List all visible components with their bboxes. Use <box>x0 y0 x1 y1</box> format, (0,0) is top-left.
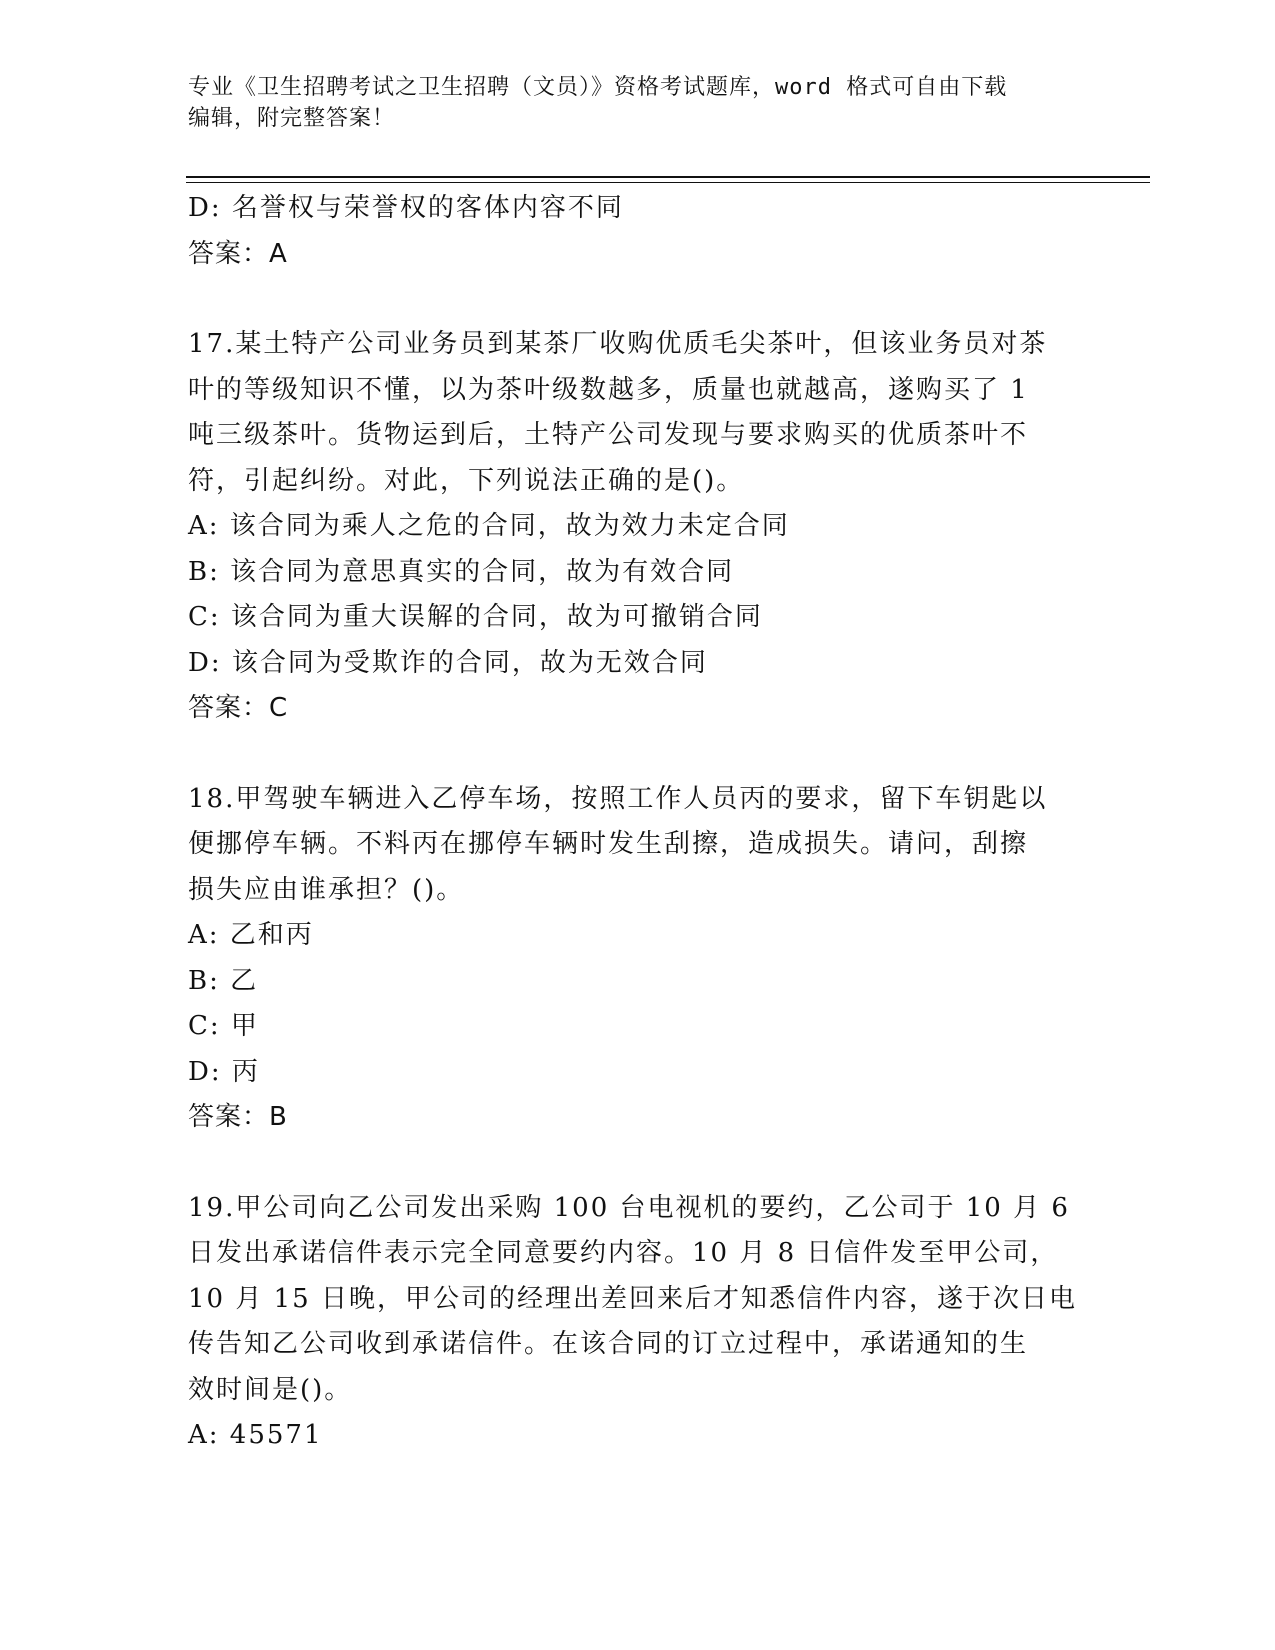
header-rule-thin <box>186 182 1150 183</box>
header-line-2: 编辑，附完整答案！ <box>188 106 396 131</box>
question-text-line: 19.甲公司向乙公司发出采购 100 台电视机的要约，乙公司于 10 月 6 <box>188 1192 1070 1223</box>
question-text-line: 10 月 15 日晚，甲公司的经理出差回来后才知悉信件内容，遂于次日电 <box>188 1283 1077 1314</box>
question-text-line: 效时间是()。 <box>188 1374 353 1405</box>
option-d: D: 名誉权与荣誉权的客体内容不同 <box>188 193 624 223</box>
question-17 <box>188 322 1088 732</box>
previous-question-tail <box>188 186 1088 277</box>
question-text-line: 17.某土特产公司业务员到某茶厂收购优质毛尖茶叶，但该业务员对茶 <box>188 329 1048 359</box>
option-c: C: 甲 <box>188 1011 259 1041</box>
question-19 <box>188 1186 1088 1459</box>
question-text-line: 损失应由谁承担？()。 <box>188 874 465 905</box>
option-d: D: 丙 <box>188 1056 260 1087</box>
option-a: A: 该合同为乘人之危的合同，故为效力未定合同 <box>188 511 790 541</box>
question-text-line: 叶的等级知识不懂，以为茶叶级数越多，质量也就越高，遂购买了 1 <box>188 374 1029 405</box>
question-text-line: 便挪停车辆。不料丙在挪停车辆时发生刮擦，造成损失。请问，刮擦 <box>188 829 1029 859</box>
question-18 <box>188 777 1088 1141</box>
question-text-line: 吨三级茶叶。货物运到后，土特产公司发现与要求购买的优质茶叶不 <box>188 420 1029 450</box>
question-text-line: 传告知乙公司收到承诺信件。在该合同的订立过程中，承诺通知的生 <box>188 1329 1029 1359</box>
option-a: A: 45571 <box>188 1420 323 1450</box>
option-d: D: 该合同为受欺诈的合同，故为无效合同 <box>188 647 708 678</box>
answer-line: 答案：A <box>188 238 288 269</box>
header-rule-thick <box>186 176 1150 178</box>
question-text-line: 日发出承诺信件表示完全同意要约内容。10 月 8 日信件发至甲公司， <box>188 1238 1059 1268</box>
option-a: A: 乙和丙 <box>188 920 314 950</box>
option-b: B: 该合同为意思真实的合同，故为有效合同 <box>188 556 735 587</box>
document-header <box>188 72 1088 134</box>
header-line-1: 专业《卫生招聘考试之卫生招聘（文员）》资格考试题库，word 格式可自由下载 <box>188 75 1008 100</box>
option-b: B: 乙 <box>188 965 259 996</box>
question-text-line: 符，引起纠纷。对此，下列说法正确的是()。 <box>188 465 745 496</box>
question-text-line: 18.甲驾驶车辆进入乙停车场，按照工作人员丙的要求，留下车钥匙以 <box>188 783 1048 814</box>
answer-line: 答案：C <box>188 693 289 723</box>
question-content <box>188 186 1088 1459</box>
option-c: C: 该合同为重大误解的合同，故为可撤销合同 <box>188 602 763 632</box>
answer-line: 答案：B <box>188 1102 288 1132</box>
